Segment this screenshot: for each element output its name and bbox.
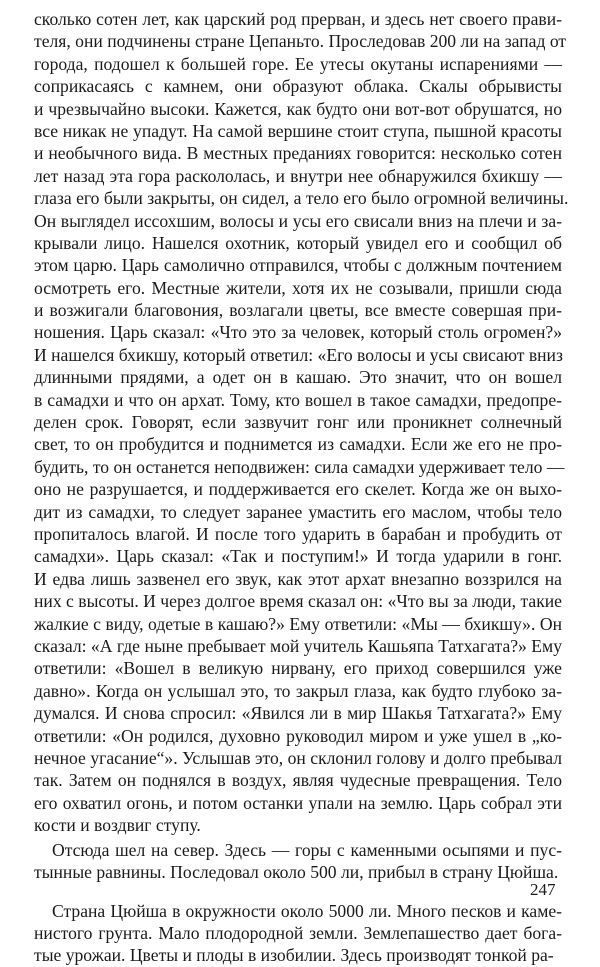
text-line: жалкие с виду, одетые в кашаю?» Ему ответили: «Мы — бхикшу». Он	[34, 613, 562, 634]
text-line: Страна Цюйша в окружности около 5000 ли. Много песков и камe-	[52, 900, 562, 921]
text-line: и возжигали благовония, возлагали цветы, все вместе совершая при-	[34, 300, 562, 321]
text-line: все никак не упадут. На самой вершине стоит ступа, пышной красоты	[34, 120, 562, 141]
text-line: крывали лицо. Нашелся охотник, который увидел его и сообщил об	[34, 232, 562, 253]
text-line: пропиталось влагой. И после того ударить в барабан и пробудить от	[34, 523, 562, 544]
page-number: 247	[530, 880, 556, 899]
text-line: тые урожаи. Цветы и плоды в изобилии. Здесь производят тонкой ра-	[34, 945, 554, 966]
text-line: глаза его были закрыты, он сидел, а тело его было огромной величины.	[34, 188, 569, 209]
text-line: будить, то он останется неподвижен: сила самадхи удерживает тело —	[34, 456, 565, 477]
text-line: длинными прядями, а одет он в кашаю. Это значит, что он вошел	[34, 367, 562, 388]
text-line: тынные равнины. Последовал около 500 ли, прибыл в страну Цюйша.	[34, 862, 559, 883]
text-line: так. Затем он поднялся в воздух, являя чудесные превращения. Тело	[34, 770, 562, 791]
text-line: нистого грунта. Мало плодородной земли. Землепашество дает бога-	[34, 922, 562, 943]
text-line: этом царю. Царь самолично отправился, чтобы с должным почтением	[34, 255, 562, 276]
text-line: самадхи». Царь сказал: «Так и поступим!» И тогда ударили в гонг.	[34, 546, 562, 567]
text-line: сказал: «А где ныне пребывает мой учитель Кашьяпа Татхагата?» Ему	[34, 635, 562, 656]
text-line: соприкасаясь с камнем, они образуют облака. Скалы обрывисты	[34, 76, 562, 97]
paragraph-journey-north	[34, 839, 562, 884]
text-line: ношения. Царь сказал: «Что это за человек, который столь огромен?»	[34, 322, 562, 343]
text-line: оно не разрушается, и поддерживается его скелет. Когда же он выхо-	[34, 479, 562, 500]
text-line: его охватил огонь, и потом останки упали на землю. Царь собрал эти	[34, 792, 562, 813]
text-line: кости и воздвиг ступу.	[34, 815, 201, 836]
text-line: И нашелся бхикшу, который ответил: «Его волосы и усы свисают вниз	[34, 344, 563, 365]
text-line: ответили: «Он родился, духовно руководил миром и уже ушел в „ко-	[34, 725, 562, 746]
text-line: лет назад эта гора раскололась, и внутри нее обнаружился бхикшу —	[34, 165, 562, 186]
text-line: Отсюда шел на север. Здесь — горы с каменными осыпями и пус-	[52, 839, 562, 860]
text-line: давно». Когда он услышал это, то закрыл глаза, как будто глубоко за-	[34, 680, 562, 701]
text-line: теля, они подчинены стране Цепаньто. Проследовав 200 ли на запад от	[34, 31, 567, 52]
text-line: в самадхи и что он архат. Тому, кто вошел в такое самадхи, предопре-	[34, 389, 562, 410]
paragraph-country-qusha	[34, 900, 562, 967]
text-line: делен срок. Говорят, если зазвучит гонг или проникнет солнечный	[34, 412, 562, 433]
paragraph-stupa-legend	[34, 8, 569, 836]
text-line: Он выглядел иссохшим, волосы и усы его свисали вниз на плечи и за-	[34, 210, 562, 231]
text-line: и необычного вида. В местных преданиях говорится: несколько сотен	[34, 143, 562, 164]
text-line: сколько сотен лет, как царский род прерван, и здесь нет своего прави-	[34, 9, 562, 29]
text-line: осмотреть его. Местные жители, хотя их не созывали, пришли сюда	[34, 277, 562, 298]
text-line: думался. И снова спросил: «Явился ли в мир Шакья Татхагата?» Ему	[34, 703, 562, 724]
text-line: И едва лишь зазвенел его звук, как этот архат внезапно воззрился на	[34, 568, 562, 589]
text-line: дит из самадхи, то следует заранее умастить его маслом, чтобы тело	[34, 501, 562, 522]
text-line: города, подошел к большей горе. Ее утесы окутаны испарениями —	[34, 53, 562, 74]
text-line: них с высоты. И через долгое время сказал он: «Что вы за люди, такие	[34, 591, 562, 612]
text-line: ответили: «Вошел в великую нирвану, его приход совершился уже	[34, 658, 562, 679]
text-line: свет, то он пробудится и поднимется из самадхи. Если же его не про-	[34, 434, 562, 455]
text-line: нечное угасание“». Услышав это, он склонил голову и долго пребывал	[34, 747, 562, 768]
text-line: и чрезвычайно высоки. Кажется, как будто они вот-вот обрушатся, но	[34, 98, 562, 119]
